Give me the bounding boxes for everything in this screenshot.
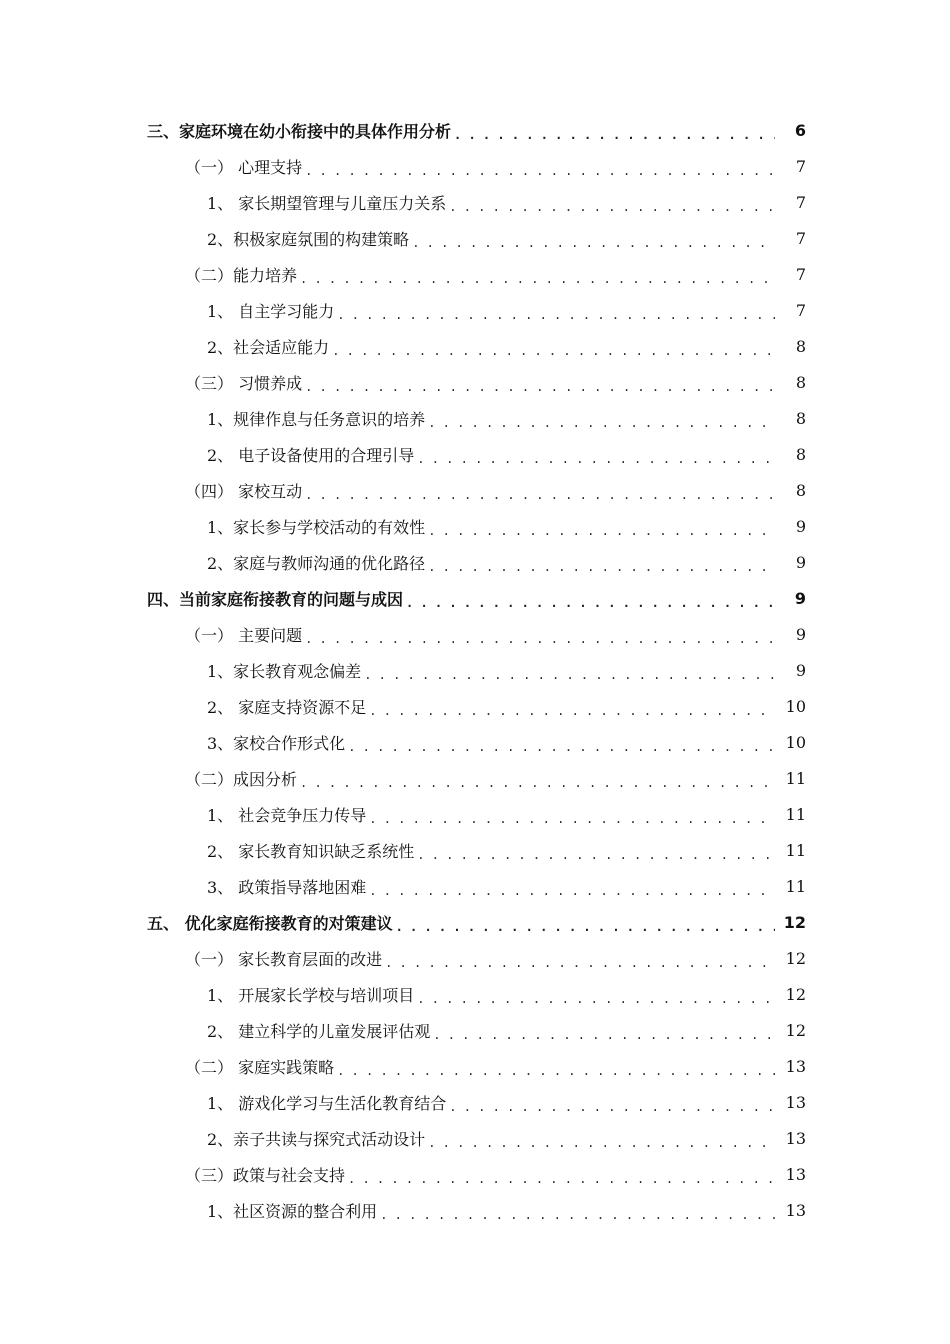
toc-entry-title: 2、 建立科学的儿童发展评估观 (207, 1021, 431, 1041)
toc-page-number: 12 (783, 912, 806, 932)
toc-page-number: 13 (785, 1092, 806, 1112)
toc-entry[interactable] (0, 832, 950, 868)
toc-entry[interactable] (0, 400, 950, 436)
toc-entry[interactable] (0, 688, 950, 724)
toc-entry-title: 1、社区资源的整合利用 (207, 1201, 378, 1221)
toc-entry-title: 五、 优化家庭衔接教育的对策建议 (147, 913, 393, 933)
toc-page-number: 8 (795, 480, 806, 500)
toc-dot-leader (417, 988, 775, 1004)
toc-dot-leader (305, 628, 775, 644)
toc-entry[interactable] (0, 148, 950, 184)
toc-dot-leader (305, 484, 775, 500)
toc-page-number: 7 (795, 156, 806, 176)
toc-dot-leader (417, 844, 775, 860)
toc-entry[interactable] (0, 184, 950, 220)
toc-dot-leader (428, 1132, 775, 1148)
toc-entry[interactable] (0, 1156, 950, 1192)
toc-page-number: 8 (795, 408, 806, 428)
toc-dot-leader (396, 916, 775, 932)
toc-entry-title: （一） 家长教育层面的改进 (185, 949, 383, 969)
toc-page-number: 11 (785, 840, 806, 860)
toc-entry[interactable] (0, 940, 950, 976)
toc-entry[interactable] (0, 256, 950, 292)
toc-page-number: 8 (795, 336, 806, 356)
toc-entry-title: 1、 开展家长学校与培训项目 (207, 985, 415, 1005)
toc-dot-leader (385, 952, 775, 968)
toc-entry-title: （二）能力培养 (185, 265, 298, 285)
toc-page-number: 13 (785, 1128, 806, 1148)
toc-dot-leader (428, 412, 775, 428)
toc-entry[interactable] (0, 796, 950, 832)
toc-page-number: 11 (785, 876, 806, 896)
toc-entry-title: 1、家长参与学校活动的有效性 (207, 517, 426, 537)
toc-page-number: 7 (795, 264, 806, 284)
toc-entry[interactable] (0, 580, 950, 616)
toc-dot-leader (454, 124, 775, 140)
toc-entry[interactable] (0, 292, 950, 328)
toc-page-number: 12 (785, 1020, 806, 1040)
toc-dot-leader (417, 448, 775, 464)
toc-page-number: 9 (795, 552, 806, 572)
table-of-contents (0, 112, 950, 1228)
toc-dot-leader (428, 556, 775, 572)
toc-dot-leader (406, 592, 775, 608)
toc-entry-title: 1、 社会竞争压力传导 (207, 805, 367, 825)
toc-entry[interactable] (0, 1120, 950, 1156)
toc-page-number: 8 (795, 372, 806, 392)
toc-entry-title: （一） 心理支持 (185, 157, 303, 177)
toc-entry-title: 1、规律作息与任务意识的培养 (207, 409, 426, 429)
toc-entry-title: 2、 电子设备使用的合理引导 (207, 445, 415, 465)
toc-entry[interactable] (0, 1012, 950, 1048)
toc-dot-leader (449, 1096, 775, 1112)
toc-page-number: 7 (795, 228, 806, 248)
toc-entry-title: 2、社会适应能力 (207, 337, 330, 357)
toc-page-number: 11 (785, 804, 806, 824)
toc-dot-leader (433, 1024, 775, 1040)
toc-page-number: 13 (785, 1056, 806, 1076)
toc-dot-leader (337, 1060, 775, 1076)
toc-dot-leader (449, 196, 775, 212)
toc-entry[interactable] (0, 724, 950, 760)
toc-page-number: 9 (795, 660, 806, 680)
toc-page-number: 9 (795, 516, 806, 536)
toc-entry-title: 1、 自主学习能力 (207, 301, 335, 321)
toc-entry-title: 3、 政策指导落地困难 (207, 877, 367, 897)
toc-page-number: 9 (794, 588, 806, 608)
toc-entry-title: 三、家庭环境在幼小衔接中的具体作用分析 (147, 121, 452, 141)
toc-entry-title: （二）成因分析 (185, 769, 298, 789)
toc-page-number: 8 (795, 444, 806, 464)
toc-entry[interactable] (0, 868, 950, 904)
toc-entry-title: 1、家长教育观念偏差 (207, 661, 362, 681)
toc-entry[interactable] (0, 328, 950, 364)
toc-entry[interactable] (0, 436, 950, 472)
toc-dot-leader (348, 1168, 775, 1184)
toc-entry[interactable] (0, 220, 950, 256)
toc-entry[interactable] (0, 760, 950, 796)
toc-entry[interactable] (0, 652, 950, 688)
toc-dot-leader (428, 520, 775, 536)
toc-page-number: 9 (795, 624, 806, 644)
toc-entry-title: 四、当前家庭衔接教育的问题与成因 (147, 589, 404, 609)
toc-entry[interactable] (0, 1084, 950, 1120)
toc-page-number: 10 (785, 696, 806, 716)
toc-entry-title: 2、 家长教育知识缺乏系统性 (207, 841, 415, 861)
toc-entry[interactable] (0, 544, 950, 580)
toc-dot-leader (369, 880, 775, 896)
toc-page-number: 13 (785, 1200, 806, 1220)
toc-page-number: 7 (795, 300, 806, 320)
toc-entry-title: 3、家校合作形式化 (207, 733, 346, 753)
toc-dot-leader (380, 1204, 775, 1220)
toc-entry-title: （三） 习惯养成 (185, 373, 303, 393)
toc-entry-title: （三）政策与社会支持 (185, 1165, 346, 1185)
toc-page-number: 7 (795, 192, 806, 212)
toc-page-number: 12 (785, 984, 806, 1004)
toc-entry[interactable] (0, 976, 950, 1012)
toc-dot-leader (369, 700, 775, 716)
toc-dot-leader (300, 268, 775, 284)
toc-entry-title: （四） 家校互动 (185, 481, 303, 501)
toc-entry-title: 2、积极家庭氛围的构建策略 (207, 229, 410, 249)
toc-dot-leader (337, 304, 775, 320)
toc-entry-title: 1、 家长期望管理与儿童压力关系 (207, 193, 447, 213)
toc-dot-leader (348, 736, 775, 752)
toc-page-number: 12 (785, 948, 806, 968)
toc-entry[interactable] (0, 508, 950, 544)
toc-entry[interactable] (0, 1192, 950, 1228)
toc-dot-leader (300, 772, 775, 788)
toc-page-number: 11 (785, 768, 806, 788)
toc-entry[interactable] (0, 112, 950, 148)
toc-entry-title: 1、 游戏化学习与生活化教育结合 (207, 1093, 447, 1113)
toc-page-number: 6 (794, 120, 806, 140)
toc-dot-leader (412, 232, 775, 248)
toc-entry-title: 2、 家庭支持资源不足 (207, 697, 367, 717)
toc-entry[interactable] (0, 364, 950, 400)
toc-dot-leader (369, 808, 775, 824)
toc-entry-title: （一） 主要问题 (185, 625, 303, 645)
toc-dot-leader (332, 340, 775, 356)
toc-entry-title: 2、家庭与教师沟通的优化路径 (207, 553, 426, 573)
toc-page-number: 13 (785, 1164, 806, 1184)
toc-dot-leader (305, 376, 775, 392)
toc-dot-leader (305, 160, 775, 176)
toc-entry-title: （二） 家庭实践策略 (185, 1057, 335, 1077)
toc-entry[interactable] (0, 904, 950, 940)
toc-entry[interactable] (0, 472, 950, 508)
toc-entry-title: 2、亲子共读与探究式活动设计 (207, 1129, 426, 1149)
toc-entry[interactable] (0, 1048, 950, 1084)
toc-entry[interactable] (0, 616, 950, 652)
toc-dot-leader (364, 664, 775, 680)
toc-page-number: 10 (785, 732, 806, 752)
